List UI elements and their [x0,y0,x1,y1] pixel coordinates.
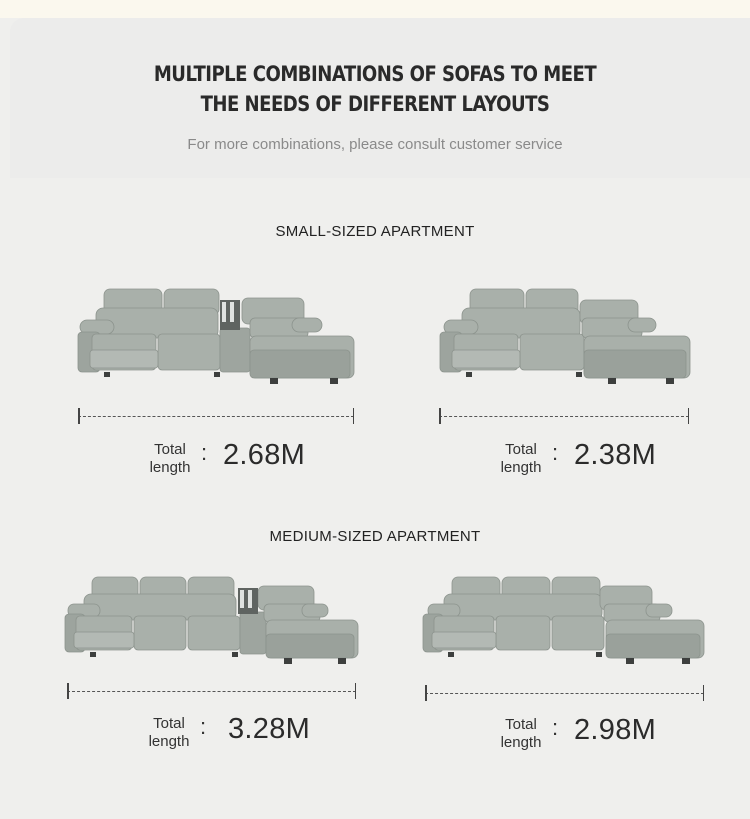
sofa-image-small-console [74,286,359,398]
spec-colon: : [201,440,208,465]
length-indicator-2-68 [78,408,354,424]
spec-label: Total length [500,441,542,476]
spec-value: 2.68M [223,439,306,471]
sofa-image-medium [420,574,710,674]
top-band [0,0,750,18]
section-heading-small: SMALL-SIZED APARTMENT [275,223,475,240]
spec-colon: : [552,715,559,740]
spec-colon: : [552,440,559,465]
length-indicator-3-28 [67,683,356,699]
spec-value: 2.98M [574,714,657,746]
spec-label: Total length [148,715,190,750]
length-indicator-2-98 [425,685,704,701]
length-indicator-2-38 [439,408,689,424]
section-heading-medium: MEDIUM-SIZED APARTMENT [269,528,481,545]
spec-label: Total length [149,441,191,476]
sofa-image-small [436,286,696,398]
page-subtitle: For more combinations, please consult customer service [187,136,563,153]
page-title-line-2: THE NEEDS OF DIFFERENT LAYOUTS [200,92,550,116]
spec-colon: : [200,714,207,739]
sofa-image-medium-console [62,574,362,674]
spec-value: 3.28M [228,713,311,745]
spec-value: 2.38M [574,439,657,471]
spec-label: Total length [500,716,542,751]
page-title-line-1: MULTIPLE COMBINATIONS OF SOFAS TO MEET [153,62,597,86]
